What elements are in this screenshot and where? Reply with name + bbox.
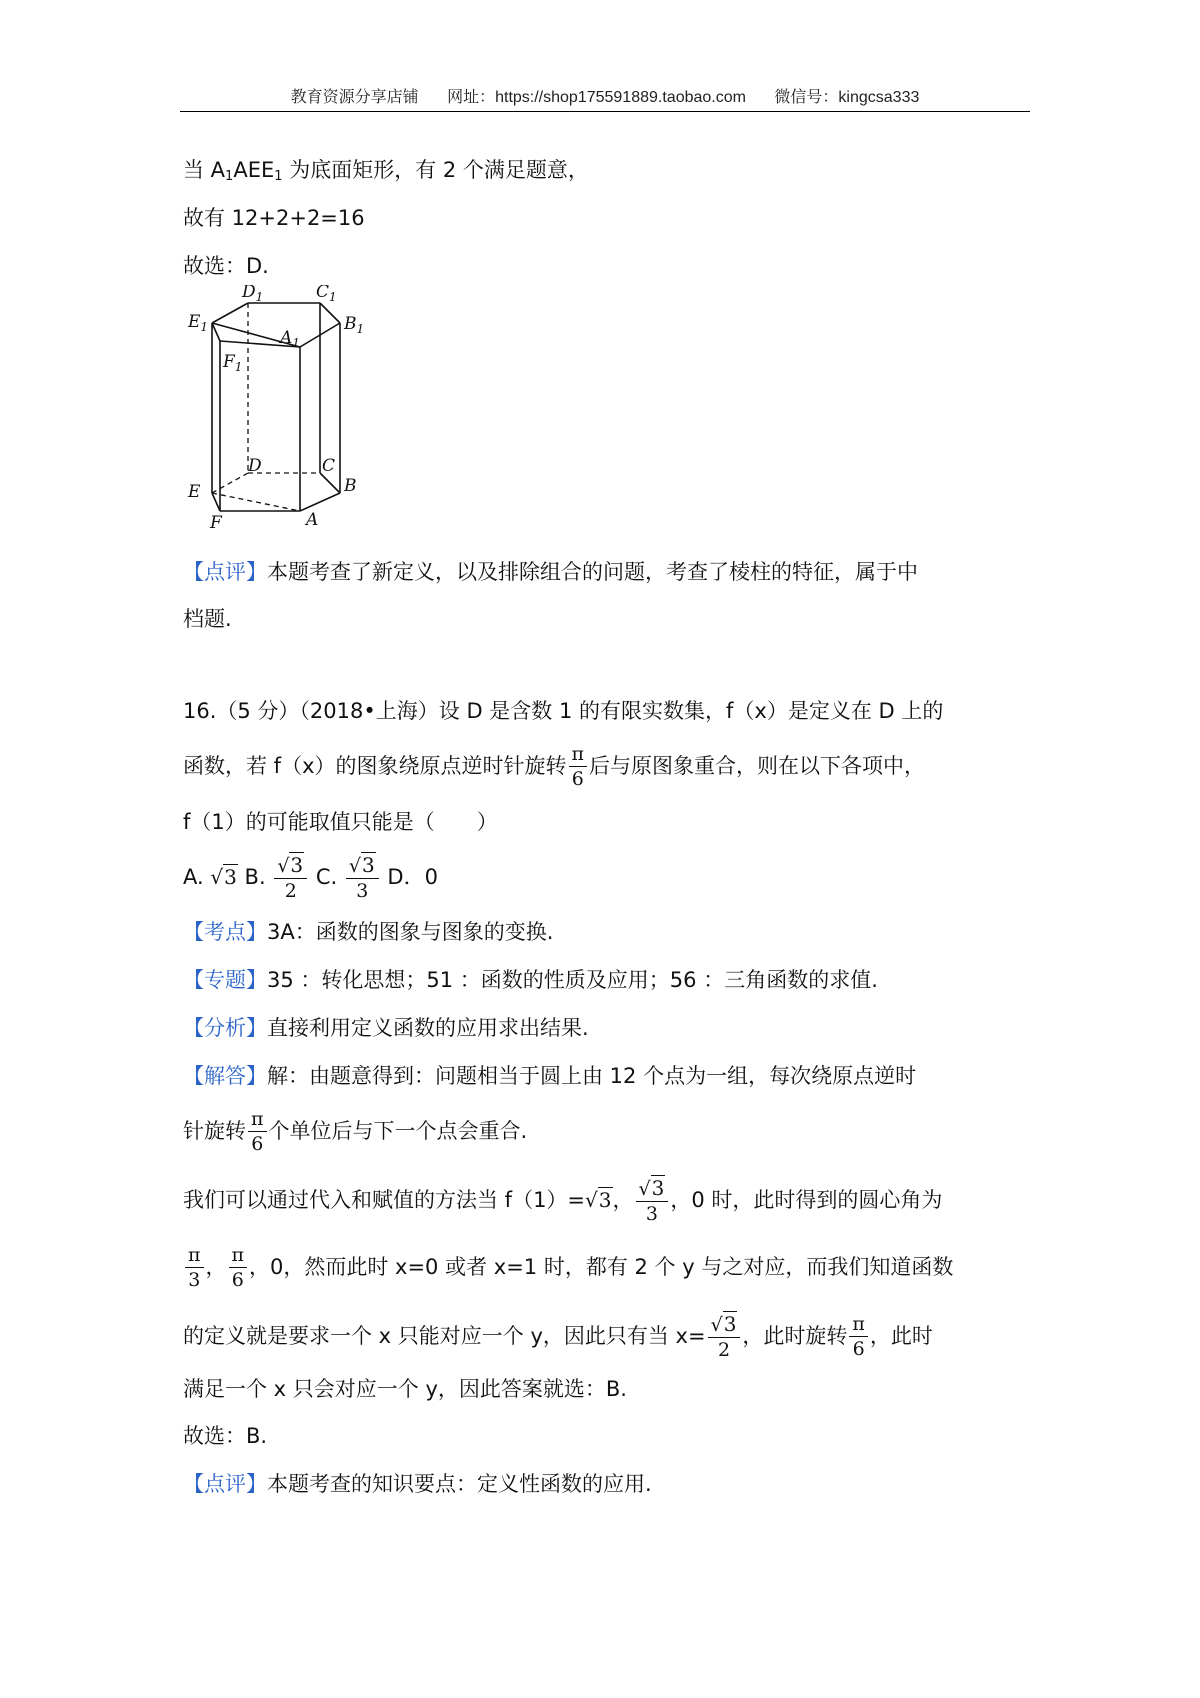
fraction-sqrt3-2: $\frac{√3}{2}$ [274,855,307,901]
question-line2: 函数，若 f（x）的图象绕原点逆时针旋转 $\frac{\pi}{6}$ 后与原图象重合，则在以下各项中， [183,743,925,790]
jieda-line7: 故选：B. [183,1424,268,1448]
header-url: 网址：https://shop175591889.taobao.com [447,89,746,106]
svg-text:E: E [188,482,201,502]
svg-text:F1: $F_1$ [223,352,243,374]
fraction-pi-6: $\frac{\pi}{6}$ [569,745,588,789]
prev-comment-line2: 档题. [183,607,232,631]
svg-text:D: D [248,456,262,476]
svg-text:E1: $E_1$ [188,312,209,334]
fenxi: 【分析】直接利用定义函数的应用求出结果. [183,1016,589,1040]
svg-text:C1: $C_1$ [316,285,337,304]
question-line3: f（1）的可能取值只能是（ ） [183,810,498,834]
svg-text:F: F [210,513,222,530]
prev-solution-line1: 当 $A_1AEE_1$ 为底面矩形，有 2 个满足题意， [183,158,589,184]
prev-solution-line2: 故有 12+2+2=16 [183,206,365,230]
svg-text:D1: $D_1$ [242,285,264,304]
option-b: B. [244,865,266,889]
svg-text:A: A [306,510,319,530]
prev-solution-line3: 故选：D. [183,254,269,278]
fraction-sqrt3-3: $\frac{√3}{3}$ [346,855,379,901]
header-rule [180,111,1030,112]
option-a: A. [183,865,204,889]
page-header [180,84,1030,112]
option-d: D．0 [387,865,438,889]
jieda-line6: 满足一个 x 只会对应一个 y，因此答案就选：B. [183,1377,627,1401]
jieda-line2: 针旋转 $\frac{\pi}{6}$ 个单位后与下一个点会重合. [183,1108,528,1155]
jieda-line5: 的定义就是要求一个 x 只能对应一个 y，因此只有当 x= $\frac{√3}{2}$ ，此时旋转 $\frac{\pi}{6}$ ，此时 [183,1312,933,1361]
comment-tag: 【点评】 [183,560,267,584]
question-line1: 16.（5 分）（2018•上海）设 D 是含数 1 的有限实数集，f（x）是定义在 D 上的 [183,699,944,723]
prism-figure [180,285,400,530]
jieda-line1: 【解答】解：由题意得到：问题相当于圆上由 12 个点为一组，每次绕原点逆时 [183,1064,917,1088]
header-shop: 教育资源分享店铺 [290,89,419,106]
svg-text:B1: $B_1$ [344,314,365,336]
prev-comment-line1: 【点评】本题考查了新定义，以及排除组合的问题，考查了棱柱的特征，属于中 [183,560,918,584]
jieda-line4: $\frac{\pi}{3}$ ， $\frac{\pi}{6}$ ，0，然而此时 x=0 或者 x=1 时，都有 2 个 y 与之对应，而我们知道函数 [183,1246,953,1290]
zhuanti: 【专题】35 ：转化思想；51 ：函数的性质及应用；56 ：三角函数的求值. [183,968,878,992]
option-c: C. [315,865,338,889]
jieda-line3: 我们可以通过代入和赋值的方法当 f（1）=√3， $\frac{√3}{3}$ ，0 时，此时得到的圆心角为 [183,1176,943,1225]
svg-text:B: B [344,476,357,496]
header-wechat: 微信号：kingcsa333 [774,89,920,106]
svg-text:A1: $A_1$ [280,328,300,350]
kaodian: 【考点】3A：函数的图象与图象的变换. [183,920,554,944]
svg-text:C: C [322,456,336,476]
sqrt-3-a: √3 [210,865,237,889]
question-options [183,855,438,901]
dianping: 【点评】本题考查的知识要点：定义性函数的应用. [183,1472,652,1496]
